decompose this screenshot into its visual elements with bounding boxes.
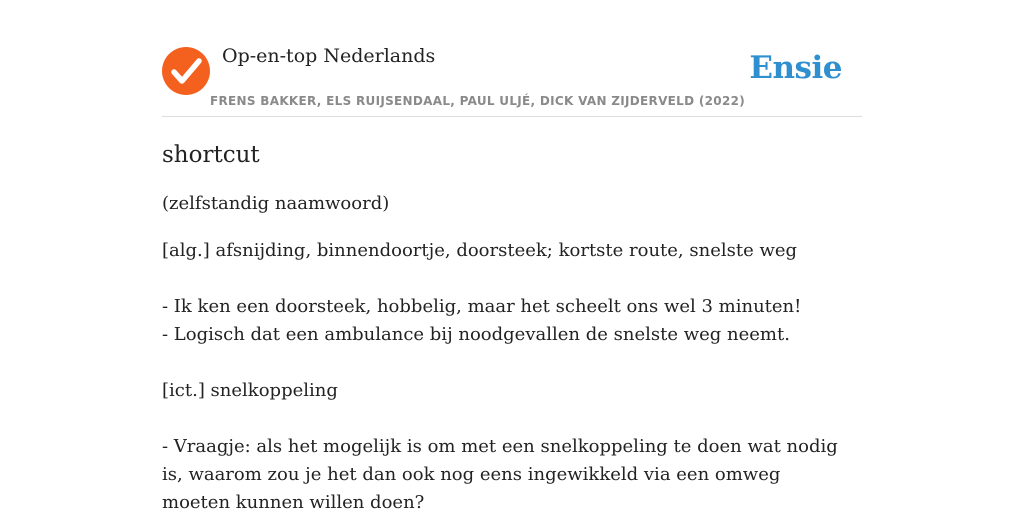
sense-2-example: - Vraagje: als het mogelijk is om met een snelkoppeling te doen wat nodig is, waarom zou je het dan ook nog eens ingewikkeld via een omweg moeten kunnen willen doen? <box>162 436 838 512</box>
sense-1-definition: [alg.] afsnijding, binnendoortje, doorsteek; kortste route, snelste weg <box>162 240 798 261</box>
entry-term: shortcut <box>162 142 260 168</box>
source-header <box>162 0 862 117</box>
source-authors: FRENS BAKKER, ELS RUIJSENDAAL, PAUL ULJÉ, DICK VAN ZIJDERVELD (2022) <box>210 94 746 108</box>
sense-2-definition: [ict.] snelkoppeling <box>162 380 338 401</box>
dictionary-entry <box>162 140 862 512</box>
sense-1-example-2: - Logisch dat een ambulance bij noodgevallen de snelste weg neemt. <box>162 324 790 345</box>
spacer <box>162 405 862 433</box>
checkmark-glyph <box>162 47 210 95</box>
source-title[interactable]: Op-en-top Nederlands <box>222 45 436 67</box>
spacer <box>162 349 862 377</box>
spacer <box>162 265 862 293</box>
part-of-speech: (zelfstandig naamwoord) <box>162 193 390 214</box>
ensie-logo[interactable]: Ensie <box>749 50 842 86</box>
checkmark-icon[interactable] <box>162 47 210 95</box>
sense-1-example-1: - Ik ken een doorsteek, hobbelig, maar het scheelt ons wel 3 minuten! <box>162 296 802 317</box>
